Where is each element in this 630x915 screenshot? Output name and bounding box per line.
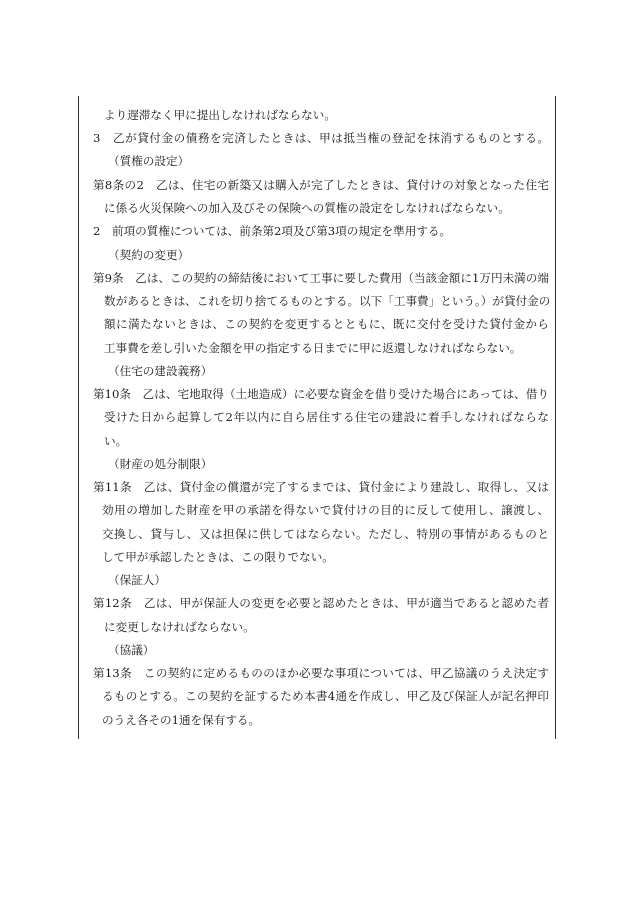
article-12: 第12条 乙は、甲が保証人の変更を必要と認めたときは、甲が適当であると認めた者 (93, 596, 549, 610)
heading-housing-construction-duty: （住宅の建設義務） (108, 364, 213, 378)
article-13: 第13条 この契約に定めるもののほか必要な事項については、甲乙協議のうえ決定す (93, 666, 549, 680)
heading-guarantor: （保証人） (108, 573, 166, 587)
article-9-line-4: 工事費を差し引いた金額を甲の指定する日までに甲に返還しなければならない。 (104, 341, 522, 355)
paragraph-3: 3 乙が貸付金の債務を完済したときは、甲は抵当権の登記を抹消するものとする。 (93, 131, 549, 145)
article-10-line-2: 受けた日から起算して2年以内に自ら居住する住宅の建設に着手しなければならな (104, 410, 549, 424)
article-9-line-2: 数があるときは、これを切り捨てるものとする。以下「工事費」という。）が貸付金の (104, 294, 551, 308)
article-11-line-3: 交換し、貸与し、又は担保に供してはならない。ただし、特別の事情があるものと (102, 527, 549, 541)
article-11-line-2: 効用の増加した財産を甲の承諾を得ないで貸付けの目的に反して使用し、譲渡し、 (102, 503, 549, 517)
article-12-line-2: に変更しなければならない。 (104, 620, 255, 634)
heading-consultation: （協議） (108, 643, 155, 657)
article-13-line-2: るものとする。この契約を証するため本書4通を作成し、甲乙及び保証人が記名押印 (102, 689, 549, 703)
article-13-line-3: のうえ各その1通を保有する。 (102, 713, 261, 727)
heading-property-disposal-restriction: （財産の処分制限） (108, 457, 213, 471)
article-11: 第11条 乙は、貸付金の償還が完了するまでは、貸付金により建設し、取得し、又は (93, 480, 549, 494)
article-8-2-continuation: に係る火災保険への加入及びその保険への質権の設定をしなければならない。 (104, 201, 510, 215)
article-10-line-3: い。 (104, 434, 128, 448)
heading-contract-change: （契約の変更） (108, 248, 190, 262)
article-8-2-paragraph-2: 2 前項の質権については、前条第2項及び第3項の規定を準用する。 (93, 224, 452, 238)
article-11-line-4: して甲が承認したときは、この限りでない。 (102, 550, 334, 564)
text-line-continuation: より遅滞なく甲に提出しなければならない。 (104, 108, 336, 122)
article-8-2: 第8条の2 乙は、住宅の新築又は購入が完了したときは、貸付けの対象となった住宅 (93, 178, 549, 192)
article-9: 第9条 乙は、この契約の締結後において工事に要した費用（当該金額に1万円未満の端 (93, 271, 549, 285)
article-10: 第10条 乙は、宅地取得（土地造成）に必要な資金を借り受けた場合にあっては、借り (93, 387, 549, 401)
article-9-line-3: 額に満たないときは、この契約を変更するとともに、既に交付を受けた貸付金から (104, 317, 549, 331)
heading-pledge-setting: （質権の設定） (108, 154, 190, 168)
